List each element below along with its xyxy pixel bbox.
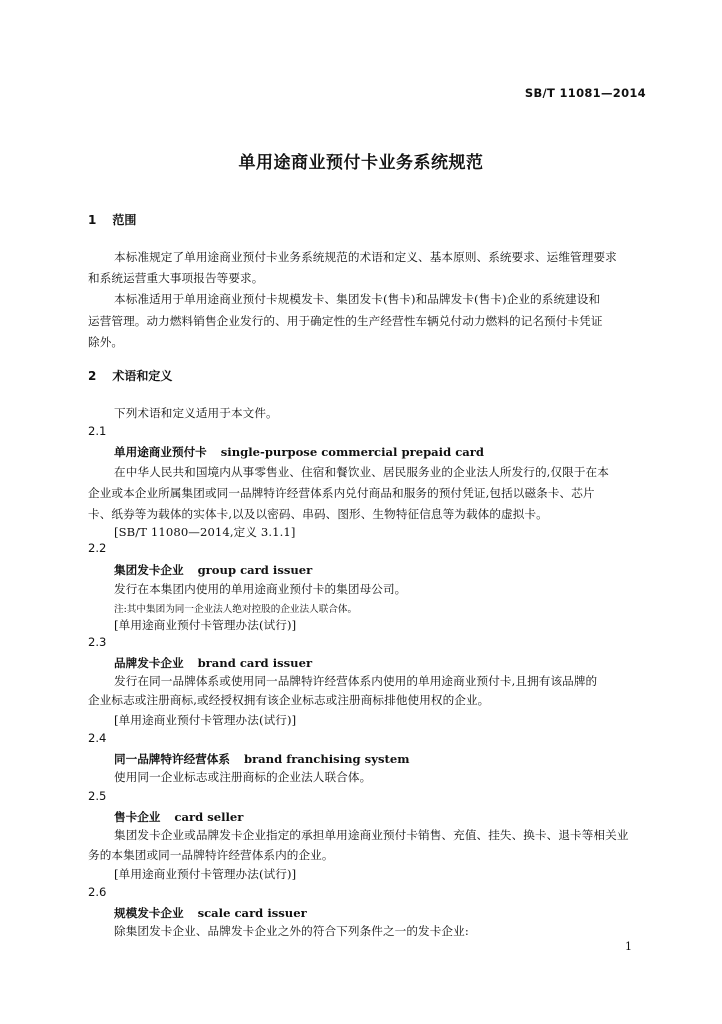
term-zh: 规模发卡企业 — [114, 906, 184, 920]
paragraph-line: 本标准规定了单用途商业预付卡业务系统规范的术语和定义、基本原则、系统要求、运维管理要求 — [114, 250, 617, 264]
term-en: scale card issuer — [197, 906, 307, 920]
section-number: 1 — [88, 213, 97, 227]
definition-line: 企业标志或注册商标,或经授权拥有该企业标志或注册商标排他使用权的企业。 — [88, 693, 490, 707]
term-number: 2.1 — [88, 424, 107, 438]
definition-line: 务的本集团或同一品牌特许经营体系内的企业。 — [88, 848, 334, 862]
term-heading — [114, 751, 409, 767]
definition-line: 发行在同一品牌体系或使用同一品牌特许经营体系内使用的单用途商业预付卡,且拥有该品牌的 — [114, 674, 598, 688]
term-number: 2.2 — [88, 541, 107, 555]
term-zh: 集团发卡企业 — [114, 563, 184, 577]
definition-line: 发行在本集团内使用的单用途商业预付卡的集团母公司。 — [114, 582, 407, 596]
term-zh: 单用途商业预付卡 — [114, 445, 207, 459]
term-note: 注:其中集团为同一企业法人绝对控股的企业法人联合体。 — [114, 604, 358, 615]
section-1-heading — [88, 211, 136, 228]
paragraph-line: 运营管理。动力燃料销售企业发行的、用于确定性的生产经营性车辆兑付动力燃料的记名预付卡凭证 — [88, 314, 603, 328]
term-number: 2.3 — [88, 635, 107, 649]
document-title: 单用途商业预付卡业务系统规范 — [238, 153, 484, 173]
term-en: group card issuer — [197, 563, 313, 577]
term-heading — [114, 562, 312, 578]
term-number: 2.6 — [88, 885, 107, 899]
term-number: 2.4 — [88, 731, 107, 745]
definition-line: 除集团发卡企业、品牌发卡企业之外的符合下列条件之一的发卡企业: — [114, 924, 469, 938]
term-source: [SB/T 11080—2014,定义 3.1.1] — [114, 525, 296, 539]
definition-line: 卡、纸券等为载体的实体卡,以及以密码、串码、图形、生物特征信息等为载体的虚拟卡。 — [88, 507, 548, 521]
term-heading — [114, 655, 312, 671]
definition-line: 集团发卡企业或品牌发卡企业指定的承担单用途商业预付卡销售、充值、挂失、换卡、退卡等相关业 — [114, 828, 629, 842]
term-zh: 品牌发卡企业 — [114, 656, 184, 670]
term-en: brand franchising system — [243, 752, 410, 766]
definition-line: 在中华人民共和国境内从事零售业、住宿和餐饮业、居民服务业的企业法人所发行的,仅限于在本 — [114, 465, 609, 479]
term-en: card seller — [174, 810, 244, 824]
term-en: single-purpose commercial prepaid card — [220, 445, 485, 459]
paragraph-line: 除外。 — [88, 335, 124, 349]
terms-intro: 下列术语和定义适用于本文件。 — [114, 406, 278, 420]
section-number: 2 — [88, 369, 97, 383]
paragraph-line: 本标准适用于单用途商业预付卡规模发卡、集团发卡(售卡)和品牌发卡(售卡)企业的系统建设和 — [114, 292, 601, 306]
term-zh: 售卡企业 — [114, 810, 161, 824]
term-en: brand card issuer — [197, 656, 313, 670]
section-title: 术语和定义 — [112, 369, 173, 383]
section-2-heading — [88, 367, 172, 384]
term-zh: 同一品牌特许经营体系 — [114, 752, 230, 766]
section-title: 范围 — [112, 213, 137, 227]
term-source: [单用途商业预付卡管理办法(试行)] — [114, 713, 297, 727]
standard-code: SB/T 11081—2014 — [524, 86, 646, 100]
definition-line: 企业或本企业所属集团或同一品牌特许经营体系内兑付商品和服务的预付凭证,包括以磁条卡、芯片 — [88, 486, 595, 500]
paragraph-line: 和系统运营重大事项报告等要求。 — [88, 271, 264, 285]
term-source: [单用途商业预付卡管理办法(试行)] — [114, 618, 297, 632]
definition-line: 使用同一企业标志或注册商标的企业法人联合体。 — [114, 770, 372, 784]
term-heading — [114, 444, 484, 460]
term-source: [单用途商业预付卡管理办法(试行)] — [114, 867, 297, 881]
term-number: 2.5 — [88, 789, 107, 803]
page-number: 1 — [625, 940, 632, 953]
term-heading — [114, 905, 307, 921]
term-heading — [114, 809, 243, 825]
